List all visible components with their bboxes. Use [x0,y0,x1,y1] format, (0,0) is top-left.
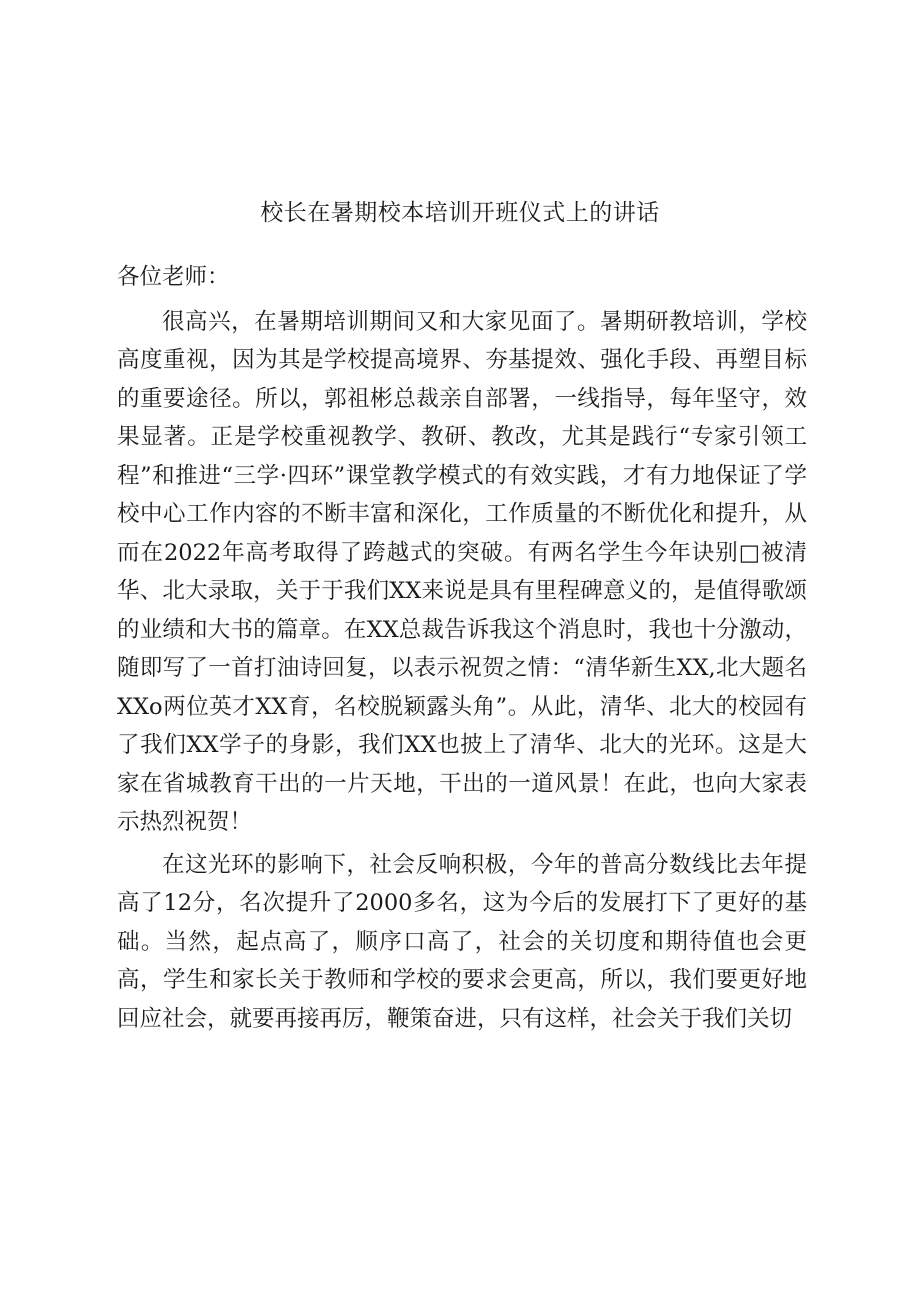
salutation: 各位老师： [117,264,230,290]
paragraph-1: 很高兴，在暑期培训期间又和大家见面了。暑期研教培训，学校高度重视，因为其是学校提高境界、夯基提效、强化手段、再塑目标的重要途径。所以，郭祖彬总裁亲自部署，一线指导，每年坚守，效果显著。正是学校重视教学、教研、教改，尤其是践行“专家引领工程”和推进“三学·四环”课堂教学模式的有效实践，才有力地保证了学校中心工作内容的不断丰富和深化，工作质量的不断优化和提升，从而在2022年高考取得了跨越式的突破。有两名学生今年诀别□被清华、北大录取，关于于我们XX来说是具有里程碑意义的，是值得歌颂的业绩和大书的篇章。在XX总裁告诉我这个消息时，我也十分激动，随即写了一首打油诗回复，以表示祝贺之情：“清华新生XX,北大题名XXo两位英才XX育，名校脱颖露头角”。从此，清华、北大的校园有了我们XX学子的身影，我们XX也披上了清华、北大的光环。这是大家在省城教育干出的一片天地，干出的一道风景！在此，也向大家表示热烈祝贺！ [117,308,807,835]
document-title: 校长在暑期校本培训开班仪式上的讲话 [260,200,660,226]
document-body [117,258,807,1042]
paragraph-2: 在这光环的影响下，社会反响积极，今年的普高分数线比去年提高了12分，名次提升了2000多名，这为今后的发展打下了更好的基础。当然，起点高了，顺序口高了，社会的关切度和期待值也会更高，学生和家长关于教师和学校的要求会更高，所以，我们要更好地回应社会，就要再接再厉，鞭策奋进，只有这样，社会关于我们关切 [117,851,807,1032]
